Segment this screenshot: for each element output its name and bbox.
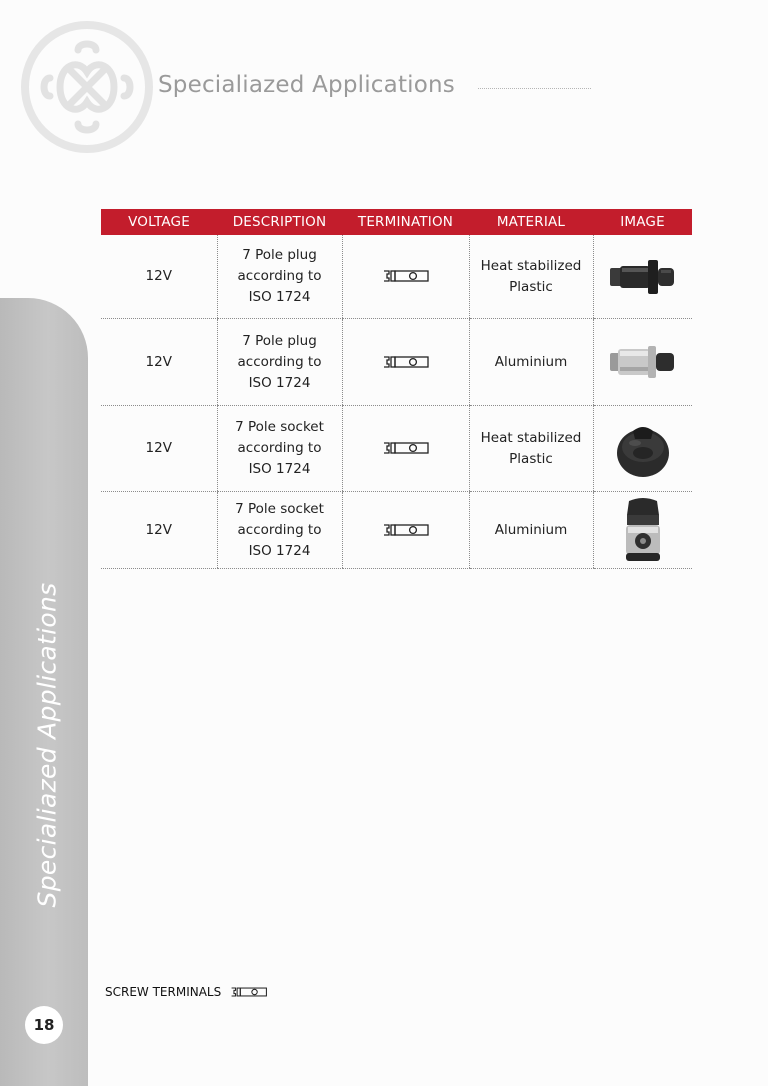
description-cell: 7 Pole plug according to ISO 1724 [217,235,342,319]
table-row [101,406,692,492]
voltage-cell: 12V [101,235,217,319]
table-row [101,319,692,406]
voltage-cell: 12V [101,319,217,406]
header-voltage: VOLTAGE [101,209,217,235]
voltage-cell: 12V [101,406,217,492]
table-header-row [101,209,692,235]
screw-terminal-icon [382,440,430,456]
product-table [101,209,692,569]
page-title: Specialiazed Applications [158,72,455,98]
termination-cell [342,235,469,319]
header-description: DESCRIPTION [217,209,342,235]
image-cell [593,492,692,569]
side-tab-label: Specialiazed Applications [32,582,62,908]
black-socket-image [613,417,673,481]
termination-legend [105,985,268,999]
header-termination: TERMINATION [342,209,469,235]
description-cell: 7 Pole plug according to ISO 1724 [217,319,342,406]
screw-terminal-icon [382,268,430,284]
termination-cell [342,492,469,569]
image-cell [593,235,692,319]
page-number: 18 [25,1006,63,1044]
description-cell: 7 Pole socket according to ISO 1724 [217,406,342,492]
image-cell [593,406,692,492]
company-logo [20,20,154,154]
material-cell: Aluminium [469,492,593,569]
voltage-cell: 12V [101,492,217,569]
description-cell: 7 Pole socket according to ISO 1724 [217,492,342,569]
termination-cell [342,406,469,492]
table-row [101,492,692,569]
header-dotted-rule [478,88,591,89]
table-row [101,235,692,319]
header-material: MATERIAL [469,209,593,235]
material-cell: Heat stabilized Plastic [469,235,593,319]
black-plug-image [606,256,680,298]
material-cell: Heat stabilized Plastic [469,406,593,492]
aluminium-plug-image [606,341,680,383]
aluminium-socket-image [621,495,665,565]
material-cell: Aluminium [469,319,593,406]
termination-cell [342,319,469,406]
image-cell [593,319,692,406]
legend-label: SCREW TERMINALS [105,985,222,999]
screw-terminal-icon [230,985,268,999]
screw-terminal-icon [382,522,430,538]
header-image: IMAGE [593,209,692,235]
screw-terminal-icon [382,354,430,370]
